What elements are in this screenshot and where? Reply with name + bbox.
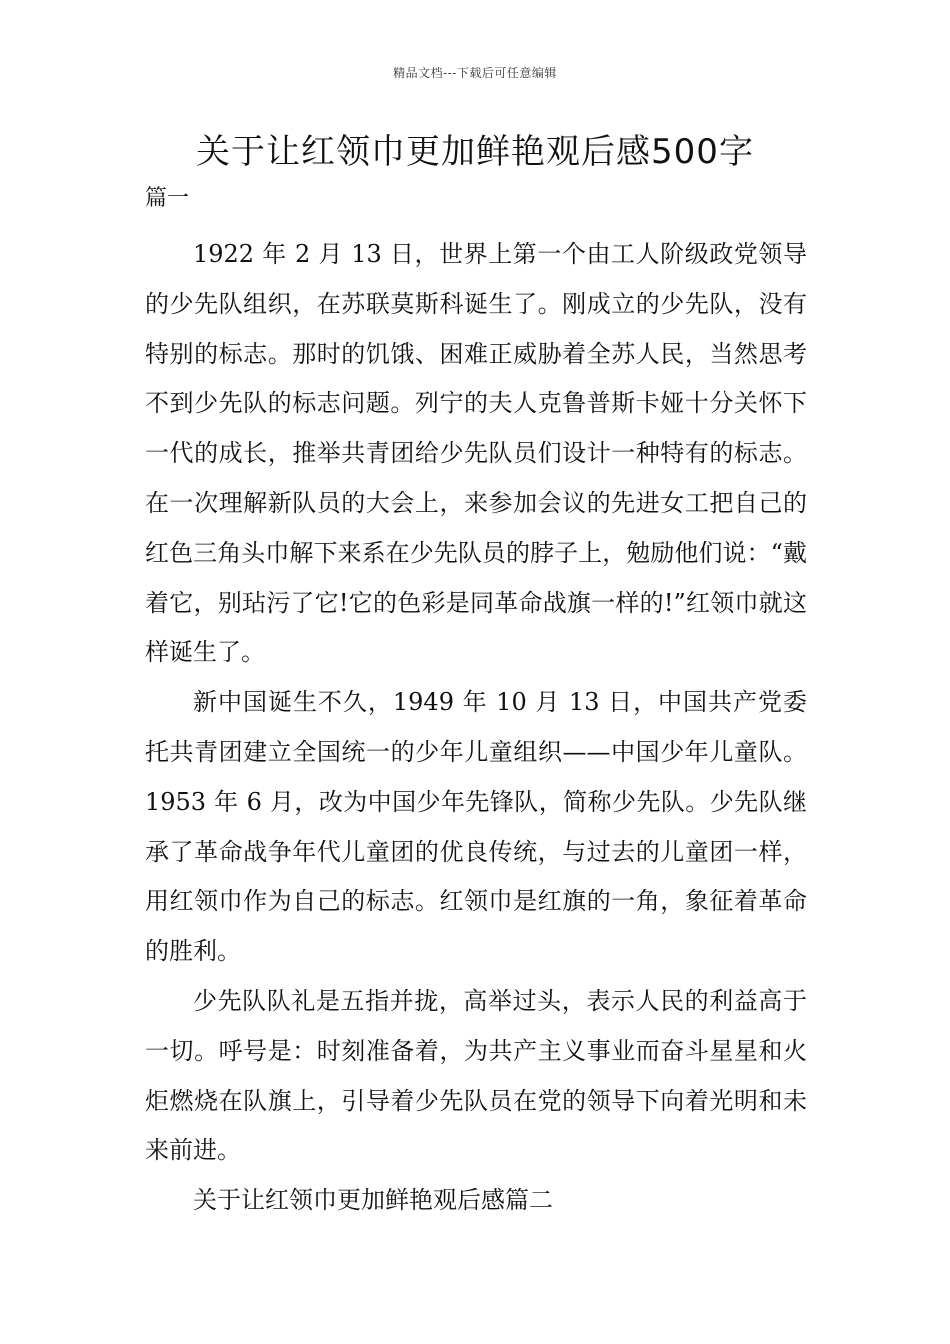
body-text xyxy=(145,230,807,1226)
paragraph-4-heading: 关于让红领巾更加鲜艳观后感篇二 xyxy=(193,1186,553,1215)
paragraph-3: 少先队队礼是五指并拢，高举过头，表示人民的利益高于一切。呼号是：时刻准备着，为共产主义事业而奋斗星星和火炬燃烧在队旗上，引导着少先队员在党的领导下向着光明和未来前进。 xyxy=(145,986,807,1165)
paragraph-1: 1922 年 2 月 13 日，世界上第一个由工人阶级政党领导的少先队组织，在苏联莫斯科诞生了。刚成立的少先队，没有特别的标志。那时的饥饿、困难正威胁着全苏人民，当然思考不到少先队的标志问题。列宁的夫人克鲁普斯卡娅十分关怀下一代的成长，推举共青团给少先队员们设计一种特有的标志。在一次理解新队员的大会上，来参加会议的先进女工把自己的红色三角头巾解下来系在少先队员的脖子上，勉励他们说：“戴着它，别玷污了它!它的色彩是同革命战旗一样的!”红领巾就这样诞生了。 xyxy=(145,240,807,667)
header-note: 精品文档---下载后可任意编辑 xyxy=(393,66,557,80)
paragraph-2: 新中国诞生不久，1949 年 10 月 13 日，中国共产党委托共青团建立全国统一的少年儿童组织——中国少年儿童队。1953 年 6 月，改为中国少年先锋队，简称少先队。少先队继承了革命战争年代儿童团的优良传统，与过去的儿童团一样，用红领巾作为自己的标志。红领巾是红旗的一角，象征着革命的胜利。 xyxy=(145,688,807,966)
section-label: 篇一 xyxy=(145,186,190,211)
page-title: 关于让红领巾更加鲜艳观后感500字 xyxy=(196,132,754,172)
